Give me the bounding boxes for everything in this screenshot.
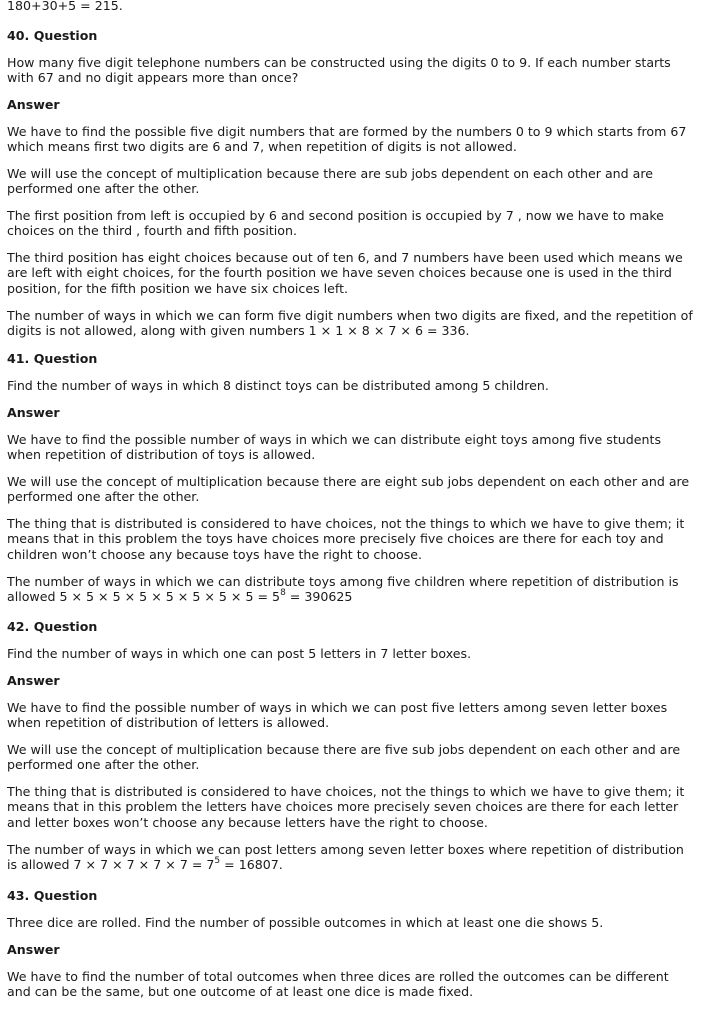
question-41-answer-p3: The thing that is distributed is considered to have choices, not the things to which we have to give them; it means that in this problem the toys have choices more precisely five choices are there for each toy and children won’t choose any because toys have the right to choose.	[7, 516, 685, 562]
question-42-heading: 42. Question	[7, 619, 98, 634]
question-40-answer-p3: The first position from left is occupied by 6 and second position is occupied by 7 , now we have to make choices on the third , fourth and fifth position.	[7, 208, 664, 239]
question-42-answer-p4-text: The number of ways in which we can post letters among seven letter boxes where repetition of distribution is allowed 7 × 7 × 7 × 7 × 7 = 7	[7, 842, 684, 873]
question-41-answer-heading: Answer	[7, 405, 60, 420]
question-42-answer-p4	[7, 842, 694, 873]
question-40-answer-p2: We will use the concept of multiplication because there are sub jobs dependent on each other and are performed one after the other.	[7, 166, 654, 197]
question-43-heading: 43. Question	[7, 888, 98, 903]
question-42-answer-p1: We have to find the possible number of ways in which we can post five letters among seven letter boxes when repetition of distribution of letters is allowed.	[7, 700, 668, 731]
question-41-answer-p2: We will use the concept of multiplication because there are eight sub jobs dependent on each other and are performed one after the other.	[7, 474, 690, 505]
question-42-answer-p2: We will use the concept of multiplication because there are five sub jobs dependent on each other and are performed one after the other.	[7, 742, 681, 773]
question-40-text: How many five digit telephone numbers can be constructed using the digits 0 to 9. If each number starts with 67 and no digit appears more than once?	[7, 55, 671, 86]
question-41-answer-p1: We have to find the possible number of ways in which we can distribute eight toys among five students when repetition of distribution of toys is allowed.	[7, 432, 662, 463]
question-40-answer-p4: The third position has eight choices because out of ten 6, and 7 numbers have been used which means we are left with eight choices, for the fourth position we have seven choices because one is used in the third position, for the fifth position we have six choices left.	[7, 250, 683, 296]
previous-answer-result: 180+30+5 = 215.	[7, 0, 123, 13]
question-43-text: Three dice are rolled. Find the number of possible outcomes in which at least one die shows 5.	[7, 915, 604, 930]
question-42-text: Find the number of ways in which one can post 5 letters in 7 letter boxes.	[7, 646, 472, 661]
question-41-answer-p4	[7, 574, 694, 605]
question-40-answer-p1: We have to find the possible five digit numbers that are formed by the numbers 0 to 9 which starts from 67 which means first two digits are 6 and 7, when repetition of digits is not allowed.	[7, 124, 687, 155]
question-42-exponent: 5	[214, 856, 221, 867]
question-40-heading: 40. Question	[7, 28, 98, 43]
question-42-answer-heading: Answer	[7, 673, 60, 688]
question-41-answer-p4-text: The number of ways in which we can distribute toys among five children where repetition of distribution is allowed 5 × 5 × 5 × 5 × 5 × 5 × 5 × 5 = 5	[7, 574, 679, 605]
question-43-answer-heading: Answer	[7, 942, 60, 957]
question-41-answer-result: = 390625	[285, 589, 353, 605]
question-42-answer-result: = 16807.	[220, 857, 283, 873]
question-40-answer-heading: Answer	[7, 97, 60, 112]
question-43-answer-p1: We have to find the number of total outcomes when three dices are rolled the outcomes can be different and can be the same, but one outcome of at least one dice is made fixed.	[7, 969, 669, 1000]
question-41-exponent: 8	[280, 588, 286, 599]
question-40-answer-p5: The number of ways in which we can form five digit numbers when two digits are fixed, and the repetition of digits is not allowed, along with given numbers 1 × 1 × 8 × 7 × 6 = 336.	[7, 308, 693, 339]
question-41-heading: 41. Question	[7, 351, 98, 366]
question-42-answer-p3: The thing that is distributed is considered to have choices, not the things to which we have to give them; it means that in this problem the letters have choices more precisely seven choices are there for each letter and letter boxes won’t choose any because letters have the right to choose.	[7, 784, 685, 830]
question-41-text: Find the number of ways in which 8 distinct toys can be distributed among 5 children.	[7, 378, 549, 393]
